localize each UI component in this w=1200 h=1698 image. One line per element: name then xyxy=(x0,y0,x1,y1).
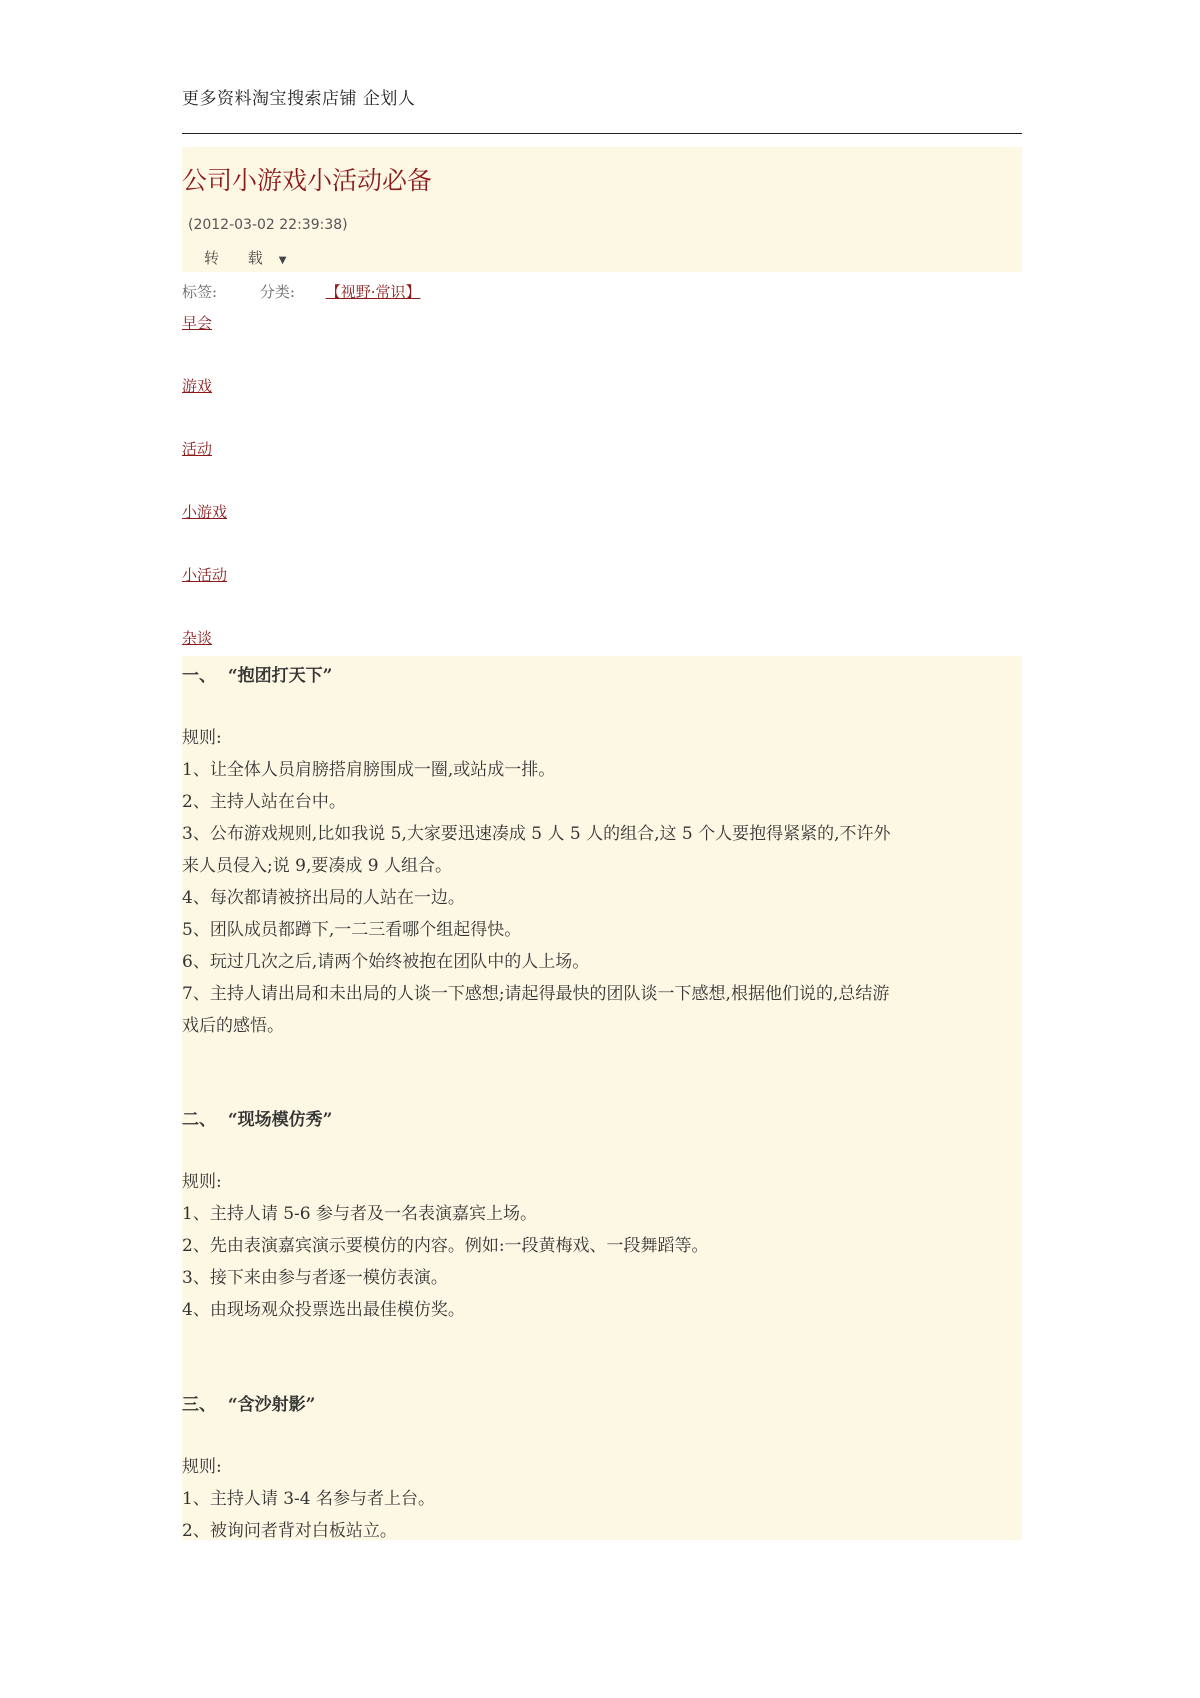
rule-line: 3、公布游戏规则,比如我说 5,大家要迅速凑成 5 人 5 人的组合,这 5 个人要抱得紧紧的,不许外 xyxy=(182,824,891,844)
rule-line: 6、玩过几次之后,请两个始终被抱在团队中的人上场。 xyxy=(182,952,590,972)
tag-link-morning-meeting[interactable]: 早会 xyxy=(182,314,213,332)
section-title: “抱团打天下” xyxy=(227,666,333,686)
rule-line: 1、让全体人员肩膀搭肩膀围成一圈,或站成一排。 xyxy=(182,760,556,780)
rule-line: 1、主持人请 3-4 名参与者上台。 xyxy=(182,1489,435,1509)
section-title: “含沙射影” xyxy=(227,1395,316,1415)
rule-line: 2、被询问者背对白板站立。 xyxy=(182,1521,397,1541)
rule-line: 2、主持人站在台中。 xyxy=(182,792,346,812)
category-link[interactable]: 【视野·常识】 xyxy=(325,283,421,301)
repost-label: 转 载 xyxy=(204,249,275,267)
repost-button[interactable] xyxy=(204,247,286,268)
section-heading xyxy=(182,1104,332,1136)
rule-line: 来人员侵入;说 9,要凑成 9 人组合。 xyxy=(182,856,452,876)
rule-line: 1、主持人请 5-6 参与者及一名表演嘉宾上场。 xyxy=(182,1204,537,1224)
article-body xyxy=(182,656,1022,1540)
rules-label: 规则: xyxy=(182,1457,222,1477)
title-panel xyxy=(182,147,1022,272)
rules-label: 规则: xyxy=(182,1172,222,1192)
rule-line: 戏后的感悟。 xyxy=(182,1016,284,1036)
rule-line: 4、由现场观众投票选出最佳模仿奖。 xyxy=(182,1300,465,1320)
rule-line: 5、团队成员都蹲下,一二三看哪个组起得快。 xyxy=(182,920,522,940)
tag-link-activities[interactable]: 活动 xyxy=(182,440,213,458)
rules-label: 规则: xyxy=(182,728,222,748)
tag-link-small-activities[interactable]: 小活动 xyxy=(182,566,228,584)
rule-line: 3、接下来由参与者逐一模仿表演。 xyxy=(182,1268,448,1288)
rule-line: 2、先由表演嘉宾演示要模仿的内容。例如:一段黄梅戏、一段舞蹈等。 xyxy=(182,1236,709,1256)
dropdown-arrow-icon: ▼ xyxy=(278,255,287,266)
tags-label: 标签: xyxy=(182,283,218,301)
tag-link-games[interactable]: 游戏 xyxy=(182,377,213,395)
tag-link-small-games[interactable]: 小游戏 xyxy=(182,503,228,521)
header-divider xyxy=(182,133,1022,134)
rule-line: 4、每次都请被挤出局的人站在一边。 xyxy=(182,888,465,908)
article-date: (2012-03-02 22:39:38) xyxy=(188,217,348,233)
section-heading xyxy=(182,660,332,692)
section-number: 二、 xyxy=(182,1110,216,1130)
section-heading xyxy=(182,1389,315,1421)
article-meta xyxy=(182,281,420,302)
header-note: 更多资料淘宝搜索店铺 企划人 xyxy=(182,89,416,109)
section-number: 一、 xyxy=(182,666,216,686)
section-title: “现场模仿秀” xyxy=(227,1110,333,1130)
section-number: 三、 xyxy=(182,1395,216,1415)
article-title: 公司小游戏小活动必备 xyxy=(182,166,433,195)
tag-list xyxy=(182,312,227,690)
tag-link-misc[interactable]: 杂谈 xyxy=(182,629,213,647)
rule-line: 7、主持人请出局和未出局的人谈一下感想;请起得最快的团队谈一下感想,根据他们说的,总结游 xyxy=(182,984,890,1004)
category-label: 分类: xyxy=(259,283,295,301)
